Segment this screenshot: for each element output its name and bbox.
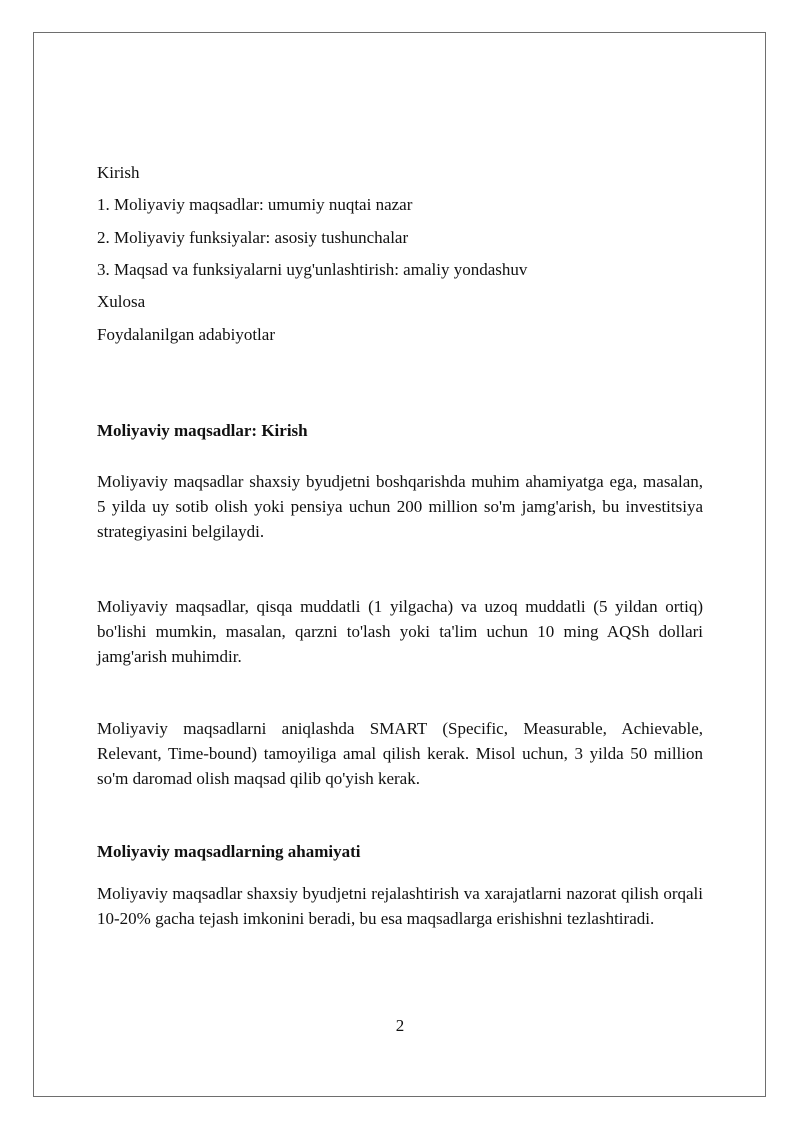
paragraph: Moliyaviy maqsadlar shaxsiy byudjetni rejalashtirish va xarajatlarni nazorat qilish orqali 10-20% gacha tejash imkonini beradi, bu esa maqsadlarga erishishni tezlashtiradi.	[97, 884, 703, 928]
paragraph: Moliyaviy maqsadlarni aniqlashda SMART (Specific, Measurable, Achievable, Relevant, Time-bound) tamoyiliga amal qilish kerak. Misol uchun, 3 yilda 50 million so'm daromad olish maqsad qilib qo'yish kerak.	[97, 719, 703, 788]
toc-item-references: Foydalanilgan adabiyotlar	[97, 325, 275, 344]
page-frame	[33, 32, 766, 1097]
paragraph: Moliyaviy maqsadlar, qisqa muddatli (1 yilgacha) va uzoq muddatli (5 yildan ortiq) bo'lishi mumkin, masalan, qarzni to'lash yoki ta'lim uchun 10 ming AQSh dollari jamg'arish muhimdir.	[97, 597, 703, 666]
section-heading: Moliyaviy maqsadlarning ahamiyati	[97, 842, 361, 861]
toc-item-3: 3. Maqsad va funksiyalarni uyg'unlashtirish: amaliy yondashuv	[97, 260, 528, 279]
toc-item-intro: Kirish	[97, 163, 140, 182]
paragraph: Moliyaviy maqsadlar shaxsiy byudjetni boshqarishda muhim ahamiyatga ega, masalan, 5 yilda uy sotib olish yoki pensiya uchun 200 million so'm jamg'arish, bu investitsiya strategiyasini belgilaydi.	[97, 472, 703, 541]
toc-item-2: 2. Moliyaviy funksiyalar: asosiy tushunchalar	[97, 228, 409, 247]
toc-item-conclusion: Xulosa	[97, 292, 146, 311]
page-number: 2	[395, 1016, 405, 1035]
section-heading: Moliyaviy maqsadlar: Kirish	[97, 421, 308, 440]
toc-item-1: 1. Moliyaviy maqsadlar: umumiy nuqtai nazar	[97, 195, 413, 214]
